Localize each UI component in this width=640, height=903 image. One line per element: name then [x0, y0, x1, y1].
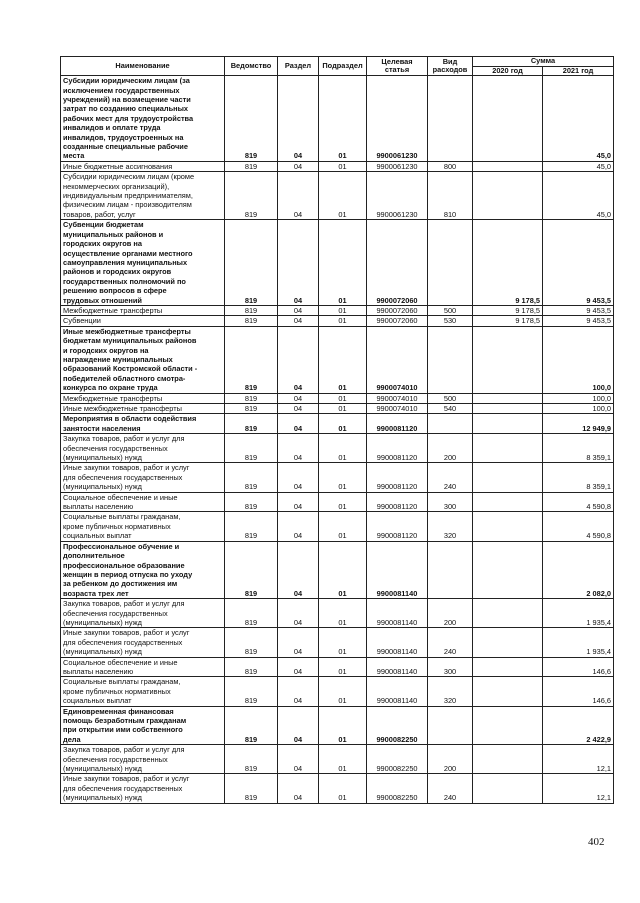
header-name: Наименование [61, 57, 225, 76]
cell-dept: 819 [225, 76, 278, 162]
cell-expense: 800 [428, 161, 473, 171]
cell-name: Иные бюджетные ассигнования [61, 161, 225, 171]
table-row [61, 599, 614, 628]
cell-2020 [473, 434, 543, 463]
cell-section: 04 [278, 541, 319, 598]
cell-dept: 819 [225, 434, 278, 463]
cell-name: Профессиональное обучение и дополнительное профессиональное образование женщин в период отпуска по уходу за ребенком до достижения им возраста трех лет [61, 541, 225, 598]
cell-expense: 320 [428, 512, 473, 541]
cell-2020 [473, 677, 543, 706]
cell-name: Межбюджетные трансферты [61, 305, 225, 315]
cell-subsection: 01 [319, 657, 367, 677]
cell-name: Субвенции бюджетам муниципальных районов и городских округов на осуществление органами местного самоуправления муниципальных районов и городских округов государственных полномочий по решению вопросов в сфере трудовых отношений [61, 220, 225, 306]
cell-dept: 819 [225, 404, 278, 414]
cell-dept: 819 [225, 161, 278, 171]
cell-2020 [473, 414, 543, 434]
cell-2021: 45,0 [543, 76, 614, 162]
cell-expense: 240 [428, 463, 473, 492]
table-row [61, 414, 614, 434]
header-target: Целевая статья [367, 57, 428, 76]
table-body [61, 76, 614, 803]
header-sum: Сумма [473, 57, 614, 67]
cell-2021: 8 359,1 [543, 434, 614, 463]
cell-2021: 1 935,4 [543, 628, 614, 657]
cell-target: 9900081140 [367, 657, 428, 677]
cell-target: 9900081120 [367, 434, 428, 463]
cell-expense: 300 [428, 657, 473, 677]
cell-2021: 2 422,9 [543, 706, 614, 745]
table-row [61, 404, 614, 414]
cell-2021: 100,0 [543, 393, 614, 403]
cell-section: 04 [278, 512, 319, 541]
cell-target: 9900061230 [367, 161, 428, 171]
cell-2020 [473, 404, 543, 414]
table-row [61, 492, 614, 512]
cell-2021: 9 453,5 [543, 220, 614, 306]
cell-2020 [473, 541, 543, 598]
cell-section: 04 [278, 404, 319, 414]
cell-name: Иные закупки товаров, работ и услуг для обеспечения государственных (муниципальных) нужд [61, 463, 225, 492]
cell-section: 04 [278, 220, 319, 306]
table-row [61, 677, 614, 706]
table-row [61, 316, 614, 326]
cell-dept: 819 [225, 414, 278, 434]
cell-name: Субвенции [61, 316, 225, 326]
cell-expense: 500 [428, 305, 473, 315]
cell-target: 9900072060 [367, 316, 428, 326]
cell-2021: 100,0 [543, 326, 614, 393]
cell-name: Закупка товаров, работ и услуг для обеспечения государственных (муниципальных) нужд [61, 434, 225, 463]
cell-2020 [473, 463, 543, 492]
cell-target: 9900081120 [367, 492, 428, 512]
cell-target: 9900081120 [367, 414, 428, 434]
cell-2021: 9 453,5 [543, 305, 614, 315]
cell-name: Социальное обеспечение и иные выплаты населению [61, 492, 225, 512]
cell-section: 04 [278, 434, 319, 463]
cell-2020 [473, 326, 543, 393]
cell-subsection: 01 [319, 774, 367, 803]
cell-subsection: 01 [319, 161, 367, 171]
cell-section: 04 [278, 414, 319, 434]
cell-2020 [473, 393, 543, 403]
cell-section: 04 [278, 492, 319, 512]
cell-2021: 100,0 [543, 404, 614, 414]
cell-target: 9900082250 [367, 745, 428, 774]
cell-target: 9900081120 [367, 512, 428, 541]
cell-subsection: 01 [319, 316, 367, 326]
cell-dept: 819 [225, 541, 278, 598]
cell-expense [428, 326, 473, 393]
cell-expense [428, 220, 473, 306]
cell-dept: 819 [225, 492, 278, 512]
cell-section: 04 [278, 677, 319, 706]
cell-expense: 540 [428, 404, 473, 414]
table-row [61, 76, 614, 162]
cell-section: 04 [278, 657, 319, 677]
cell-section: 04 [278, 161, 319, 171]
cell-dept: 819 [225, 599, 278, 628]
cell-dept: 819 [225, 774, 278, 803]
table-row [61, 326, 614, 393]
cell-2021: 146,6 [543, 677, 614, 706]
cell-expense [428, 414, 473, 434]
cell-target: 9900081140 [367, 599, 428, 628]
cell-expense: 200 [428, 434, 473, 463]
cell-dept: 819 [225, 628, 278, 657]
table-row [61, 657, 614, 677]
cell-section: 04 [278, 628, 319, 657]
cell-2021: 12,1 [543, 745, 614, 774]
cell-dept: 819 [225, 220, 278, 306]
cell-2020 [473, 172, 543, 220]
cell-target: 9900082250 [367, 774, 428, 803]
header-2020: 2020 год [473, 66, 543, 76]
cell-name: Социальные выплаты гражданам, кроме публичных нормативных социальных выплат [61, 512, 225, 541]
cell-dept: 819 [225, 512, 278, 541]
cell-subsection: 01 [319, 393, 367, 403]
cell-subsection: 01 [319, 512, 367, 541]
cell-target: 9900081120 [367, 463, 428, 492]
cell-subsection: 01 [319, 220, 367, 306]
cell-subsection: 01 [319, 76, 367, 162]
cell-name: Единовременная финансовая помощь безработным гражданам при открытии ими собственного дела [61, 706, 225, 745]
table-row [61, 541, 614, 598]
cell-2021: 8 359,1 [543, 463, 614, 492]
table-row [61, 393, 614, 403]
cell-section: 04 [278, 745, 319, 774]
cell-subsection: 01 [319, 628, 367, 657]
cell-section: 04 [278, 316, 319, 326]
cell-2020 [473, 599, 543, 628]
cell-section: 04 [278, 76, 319, 162]
header-section: Раздел [278, 57, 319, 76]
cell-2020 [473, 492, 543, 512]
cell-2021: 45,0 [543, 172, 614, 220]
cell-2020: 9 178,5 [473, 305, 543, 315]
cell-2020 [473, 657, 543, 677]
cell-name: Социальное обеспечение и иные выплаты населению [61, 657, 225, 677]
cell-section: 04 [278, 393, 319, 403]
cell-2020: 9 178,5 [473, 316, 543, 326]
cell-dept: 819 [225, 745, 278, 774]
cell-name: Иные закупки товаров, работ и услуг для обеспечения государственных (муниципальных) нужд [61, 774, 225, 803]
cell-target: 9900081140 [367, 541, 428, 598]
cell-section: 04 [278, 706, 319, 745]
cell-section: 04 [278, 774, 319, 803]
table-row [61, 434, 614, 463]
cell-name: Иные закупки товаров, работ и услуг для обеспечения государственных (муниципальных) нужд [61, 628, 225, 657]
table-header [61, 57, 614, 76]
cell-dept: 819 [225, 172, 278, 220]
cell-section: 04 [278, 172, 319, 220]
cell-dept: 819 [225, 326, 278, 393]
cell-subsection: 01 [319, 745, 367, 774]
budget-table-sheet [60, 56, 613, 804]
cell-subsection: 01 [319, 599, 367, 628]
cell-2020 [473, 745, 543, 774]
cell-subsection: 01 [319, 326, 367, 393]
cell-2021: 12,1 [543, 774, 614, 803]
cell-target: 9900072060 [367, 305, 428, 315]
cell-target: 9900081140 [367, 628, 428, 657]
table-row [61, 172, 614, 220]
cell-expense: 200 [428, 599, 473, 628]
cell-dept: 819 [225, 393, 278, 403]
cell-section: 04 [278, 326, 319, 393]
cell-name: Иные межбюджетные трансферты [61, 404, 225, 414]
header-2021: 2021 год [543, 66, 614, 76]
cell-subsection: 01 [319, 541, 367, 598]
cell-expense: 530 [428, 316, 473, 326]
cell-2021: 1 935,4 [543, 599, 614, 628]
table-row [61, 220, 614, 306]
cell-expense: 320 [428, 677, 473, 706]
cell-name: Субсидии юридическим лицам (кроме некоммерческих организаций), индивидуальным предпринимателям, физическим лицам - производителям товаров, работ, услуг [61, 172, 225, 220]
cell-name: Закупка товаров, работ и услуг для обеспечения государственных (муниципальных) нужд [61, 745, 225, 774]
header-dept: Ведомство [225, 57, 278, 76]
table-row [61, 305, 614, 315]
cell-2021: 146,6 [543, 657, 614, 677]
cell-subsection: 01 [319, 706, 367, 745]
cell-2021: 4 590,8 [543, 492, 614, 512]
cell-subsection: 01 [319, 305, 367, 315]
cell-target: 9900074010 [367, 404, 428, 414]
budget-table [60, 56, 614, 804]
cell-2021: 12 949,9 [543, 414, 614, 434]
cell-expense: 810 [428, 172, 473, 220]
cell-dept: 819 [225, 316, 278, 326]
cell-expense [428, 541, 473, 598]
cell-expense: 240 [428, 774, 473, 803]
table-row [61, 512, 614, 541]
header-expense: Вид расходов [428, 57, 473, 76]
cell-2021: 2 082,0 [543, 541, 614, 598]
cell-target: 9900061230 [367, 76, 428, 162]
cell-dept: 819 [225, 706, 278, 745]
table-row [61, 463, 614, 492]
cell-2021: 45,0 [543, 161, 614, 171]
page-number: 402 [588, 836, 605, 848]
cell-target: 9900061230 [367, 172, 428, 220]
cell-2020 [473, 706, 543, 745]
cell-expense [428, 76, 473, 162]
cell-expense: 240 [428, 628, 473, 657]
cell-subsection: 01 [319, 463, 367, 492]
table-row [61, 628, 614, 657]
cell-section: 04 [278, 599, 319, 628]
cell-subsection: 01 [319, 434, 367, 463]
header-subsection: Подраздел [319, 57, 367, 76]
cell-expense: 200 [428, 745, 473, 774]
cell-subsection: 01 [319, 677, 367, 706]
cell-section: 04 [278, 463, 319, 492]
cell-name: Межбюджетные трансферты [61, 393, 225, 403]
cell-expense [428, 706, 473, 745]
cell-2020: 9 178,5 [473, 220, 543, 306]
cell-dept: 819 [225, 657, 278, 677]
cell-name: Мероприятия в области содействия занятости населения [61, 414, 225, 434]
cell-target: 9900072060 [367, 220, 428, 306]
cell-2020 [473, 628, 543, 657]
cell-dept: 819 [225, 677, 278, 706]
table-row [61, 161, 614, 171]
table-row [61, 745, 614, 774]
cell-2021: 9 453,5 [543, 316, 614, 326]
cell-2020 [473, 512, 543, 541]
cell-target: 9900074010 [367, 393, 428, 403]
cell-subsection: 01 [319, 172, 367, 220]
cell-name: Социальные выплаты гражданам, кроме публичных нормативных социальных выплат [61, 677, 225, 706]
cell-subsection: 01 [319, 404, 367, 414]
table-row [61, 706, 614, 745]
cell-expense: 300 [428, 492, 473, 512]
cell-target: 9900082250 [367, 706, 428, 745]
cell-dept: 819 [225, 305, 278, 315]
cell-name: Субсидии юридическим лицам (за исключением государственных учреждений) на возмещение части затрат по созданию специальных рабочих мест для трудоустройства инвалидов и оплате труда инвалидов, трудоустроенных на созданные специальные рабочие места [61, 76, 225, 162]
cell-target: 9900074010 [367, 326, 428, 393]
cell-name: Иные межбюджетные трансферты бюджетам муниципальных районов и городских округов на награждение муниципальных образований Костромской области - победителей областного смотра- конкурса по охране труда [61, 326, 225, 393]
cell-2020 [473, 161, 543, 171]
cell-2020 [473, 774, 543, 803]
cell-subsection: 01 [319, 414, 367, 434]
cell-dept: 819 [225, 463, 278, 492]
cell-subsection: 01 [319, 492, 367, 512]
cell-target: 9900081140 [367, 677, 428, 706]
cell-2020 [473, 76, 543, 162]
cell-section: 04 [278, 305, 319, 315]
cell-name: Закупка товаров, работ и услуг для обеспечения государственных (муниципальных) нужд [61, 599, 225, 628]
table-row [61, 774, 614, 803]
cell-expense: 500 [428, 393, 473, 403]
cell-2021: 4 590,8 [543, 512, 614, 541]
